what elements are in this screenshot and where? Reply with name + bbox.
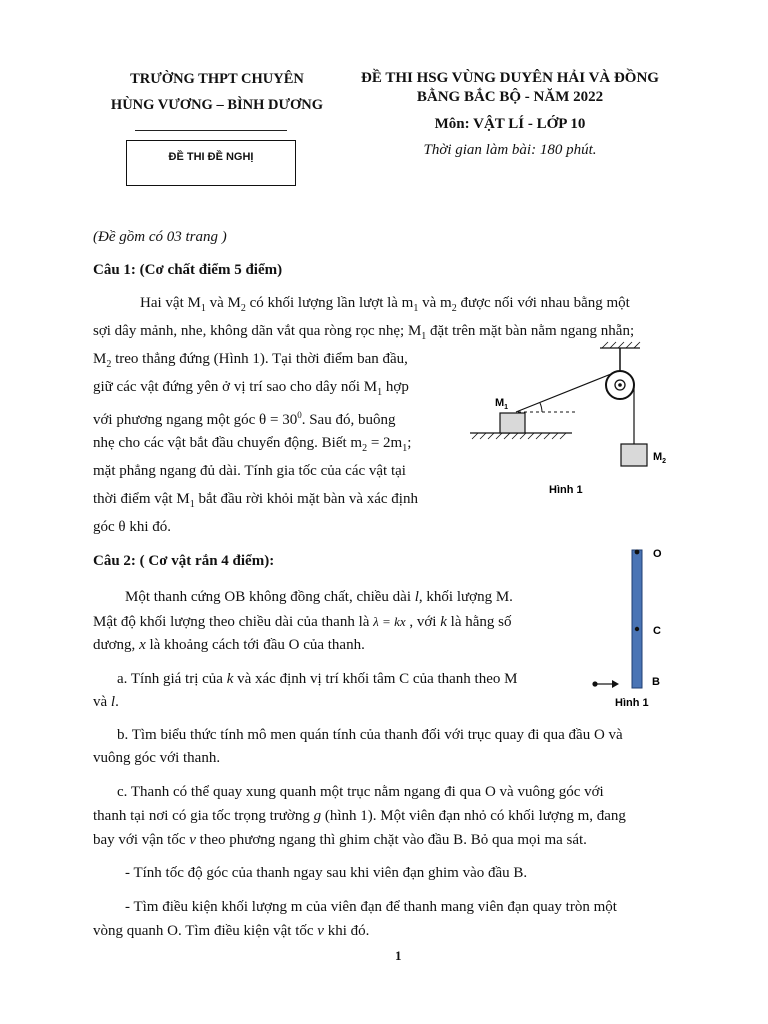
angle-arc bbox=[540, 403, 542, 412]
exam-title-line1: ĐỀ THI HSG VÙNG DUYÊN HẢI VÀ ĐỒNG bbox=[361, 70, 659, 86]
q1-line9: góc θ khi đó. bbox=[93, 519, 172, 535]
bullet bbox=[592, 681, 597, 686]
block-m2 bbox=[621, 444, 647, 466]
table-hatch bbox=[472, 433, 566, 439]
point-o bbox=[635, 550, 640, 555]
q2-part-c-line3: bay với vận tốc v theo phương ngang thì ghim chặt vào đầu B. Bỏ qua mọi ma sát. bbox=[93, 832, 587, 848]
pulley-center bbox=[618, 383, 622, 387]
rope-m1 bbox=[516, 374, 611, 412]
page-count-note: (Đề gồm có 03 trang ) bbox=[93, 229, 227, 245]
q2-intro-line1: Một thanh cứng OB không đồng chất, chiều dài l, khối lượng M. bbox=[125, 589, 513, 605]
label-m1: $M_1$ bbox=[495, 397, 509, 411]
q2-item-1: - Tính tốc độ góc của thanh ngay sau khi viên đạn ghim vào đầu B. bbox=[125, 865, 528, 881]
label-b: B bbox=[652, 676, 660, 688]
figure1-caption: Hình 1 bbox=[549, 484, 583, 496]
point-c bbox=[635, 627, 639, 631]
header-divider bbox=[135, 130, 287, 131]
q1-line5: với phương ngang một góc $\theta = 30^0$. Sau đó, buông bbox=[93, 410, 396, 428]
exam-time: Thời gian làm bài: 180 phút. bbox=[423, 142, 597, 158]
block-m1 bbox=[500, 413, 525, 433]
q2-part-b-line1: b. Tìm biểu thức tính mô men quán tính của thanh đối với trục quay đi qua đầu O và bbox=[117, 727, 623, 743]
rod-ob bbox=[632, 550, 642, 688]
q2-item-2-line2: vòng quanh O. Tìm điều kiện vật tốc v khi đó. bbox=[93, 923, 370, 939]
figure-pulley bbox=[460, 340, 720, 500]
q2-part-c-line2: thanh tại nơi có gia tốc trọng trường g (hình 1). Một viên đạn nhỏ có khối lượng m, đang bbox=[93, 808, 626, 824]
q1-line4: giữ các vật đứng yên ở vị trí sao cho dây nối $M_1$ hợp bbox=[93, 379, 409, 398]
q1-line6: nhẹ cho các vật bắt đầu chuyển động. Biết $m_2 = 2m_1$; bbox=[93, 435, 412, 454]
figure-rod bbox=[588, 540, 698, 710]
q2-part-b-line2: vuông góc với thanh. bbox=[93, 750, 221, 766]
label-o: O bbox=[653, 548, 662, 560]
ceiling-hatch bbox=[602, 342, 640, 348]
q1-line2: sợi dây mảnh, nhe, không dãn vắt qua ròng rọc nhẹ; $M_1$ đặt trên mặt bàn nằm ngang nhẵn; bbox=[93, 323, 635, 342]
proposal-box: ĐỀ THI ĐỀ NGHỊ bbox=[126, 140, 296, 186]
q1-line3: $M_2$ treo thẳng đứng (Hình 1). Tại thời điểm ban đầu, bbox=[93, 351, 408, 370]
density-formula: λ = kx bbox=[373, 614, 406, 629]
q1-heading: Câu 1: (Cơ chất điểm 5 điểm) bbox=[93, 262, 283, 278]
q2-part-a-line1: a. Tính giá trị của k và xác định vị trí khối tâm C của thanh theo M bbox=[117, 671, 518, 687]
velocity-arrow-head bbox=[612, 680, 619, 688]
page-number: 1 bbox=[395, 948, 402, 963]
label-c: C bbox=[653, 625, 661, 637]
q2-intro-line2: Mật độ khối lượng theo chiều dài của thanh là λ = kx , với k là hằng số bbox=[93, 614, 512, 630]
exam-title-line2: BẰNG BẮC BỘ - NĂM 2022 bbox=[416, 89, 604, 105]
q2-part-a-line2: và l. bbox=[93, 694, 119, 710]
school-name-line2: HÙNG VƯƠNG – BÌNH DƯƠNG bbox=[110, 97, 324, 113]
label-m2: $M_2$ bbox=[653, 451, 667, 465]
exam-subject: Môn: VẬT LÍ - LỚP 10 bbox=[434, 116, 586, 132]
q2-item-2-line1: - Tìm điều kiện khối lượng m của viên đạn để thanh mang viên đạn quay tròn một bbox=[125, 899, 617, 915]
q2-part-c-line1: c. Thanh có thể quay xung quanh một trục nằm ngang đi qua O và vuông góc với bbox=[117, 784, 604, 800]
q1-line7: mặt phẳng ngang đủ dài. Tính gia tốc của các vật tại bbox=[93, 463, 406, 479]
q1-line1: Hai vật $M_1$ và $M_2$ có khối lượng lần lượt là $m_1$ và $m_2$ được nối với nhau bằng một bbox=[140, 295, 630, 314]
q2-heading: Câu 2: ( Cơ vật rắn 4 điểm): bbox=[93, 553, 275, 569]
q2-intro-line3: dương, x là khoảng cách tới đầu O của thanh. bbox=[93, 637, 365, 653]
school-name-line1: TRƯỜNG THPT CHUYÊN bbox=[130, 71, 304, 87]
q1-line8: thời điểm vật $M_1$ bắt đầu rời khỏi mặt bàn và xác định bbox=[93, 491, 418, 510]
figure2-caption: Hình 1 bbox=[615, 697, 649, 709]
